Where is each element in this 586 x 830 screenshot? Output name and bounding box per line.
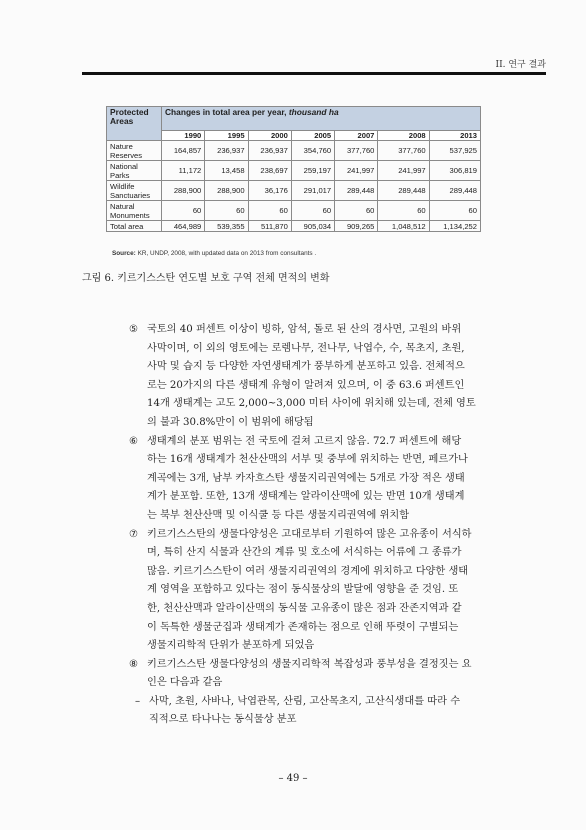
year-header: 2005 [291, 131, 334, 141]
numbered-paragraph [129, 433, 509, 526]
row-label-line: National [110, 161, 138, 171]
figure-caption: 그림 6. 키르기스스탄 연도별 보호 구역 전체 면적의 변화 [82, 273, 330, 284]
table-cell: 511,870 [248, 221, 291, 232]
table-cell: 289,448 [335, 181, 378, 201]
paragraph-line: 사막 및 습지 등 다양한 자연생태계가 풍부하게 분포하고 있음. 전체적으 [147, 361, 465, 373]
row-label-line: Sanctuaries [110, 190, 151, 200]
paragraph-marker: ⑥ [129, 435, 139, 447]
year-header: 1995 [205, 131, 248, 141]
paragraph-line: 인은 다음과 같음 [147, 677, 223, 689]
paragraph-text [147, 526, 509, 656]
paragraph-line: 국토의 40 퍼센트 이상이 빙하, 암석, 돌로 된 산의 경사면, 고원의 바위 [147, 324, 462, 335]
sub-item-line: 직적으로 타나나는 동식물상 분포 [149, 714, 297, 726]
table-cell: 60 [291, 201, 334, 221]
paragraph-line: 키르기스스탄의 생물다양성은 고대로부터 기원하여 많은 고유종이 서식하 [147, 528, 472, 540]
table-cell: 241,997 [335, 161, 378, 181]
row-label-line: Wildlife [110, 181, 135, 191]
paragraph-marker: ⑤ [129, 324, 139, 335]
year-header: 1990 [162, 131, 205, 141]
table-row [107, 221, 481, 232]
table-cell: 11,172 [162, 161, 205, 181]
year-header: 2000 [248, 131, 291, 141]
sub-item-dash: – [135, 695, 141, 707]
source-text: KR, UNDP, 2008, with updated data on 2013 from consultants . [137, 250, 317, 257]
paragraph-line: 키르기스스탄 생물다양성의 생물지리학적 복잡성과 풍부성을 결정짓는 요 [147, 658, 472, 670]
paragraph-line: 이 독특한 생물군집과 생태계가 존재하는 점으로 인해 뚜렷이 구별되는 [147, 621, 459, 633]
paragraph-line: 계곡에는 3개, 남부 카자흐스탄 생물지리권역에는 5개로 가장 적은 생태 [147, 472, 465, 484]
row-label [107, 141, 162, 161]
table-cell: 539,355 [205, 221, 248, 232]
table-corner-header: Protected Areas [107, 107, 162, 141]
paragraph-line: 사막이며, 이 외의 영토에는 로렘나무, 전나무, 낙엽수, 수, 목초지, 초원, [147, 342, 465, 354]
table-cell: 306,819 [429, 161, 480, 181]
table-cell: 354,760 [291, 141, 334, 161]
row-label-line: Nature [110, 141, 133, 151]
paragraph-text [147, 321, 509, 433]
table-title-unit: thousand ha [288, 107, 339, 117]
row-label [107, 221, 162, 232]
paragraph-line: 생물지리학적 단위가 분포하게 되었음 [147, 640, 315, 652]
table-cell: 289,448 [378, 181, 429, 201]
table-cell: 60 [248, 201, 291, 221]
table-title-prefix: Changes in total area per year, [165, 107, 287, 117]
table-cell: 1,048,512 [378, 221, 429, 232]
body-content [129, 321, 509, 730]
protected-areas-table [106, 106, 481, 232]
source-label: Source: [112, 250, 136, 257]
year-header: 2013 [429, 131, 480, 141]
paragraph-line: 계 영역을 포함하고 있다는 점이 동식물상의 발달에 영향을 준 것임. 또 [147, 584, 459, 596]
table-cell: 236,937 [248, 141, 291, 161]
row-label [107, 201, 162, 221]
sub-item-line: 사막, 초원, 사바나, 낙엽관목, 산림, 고산목초지, 고산식생대를 따라 수 [149, 695, 461, 707]
paragraph-line: 는 북부 천산산맥 및 이식쿨 등 다른 생물지리권역에 위치함 [147, 509, 410, 521]
table-row [107, 201, 481, 221]
table-cell: 60 [378, 201, 429, 221]
table-source [112, 250, 316, 257]
paragraph-line: 의 불과 30.8%만이 이 범위에 해당됨 [147, 416, 314, 428]
running-header: II. 연구 결과 [495, 60, 546, 70]
sub-item [129, 693, 509, 730]
table-cell: 60 [162, 201, 205, 221]
table-cell: 537,925 [429, 141, 480, 161]
table-cell: 259,197 [291, 161, 334, 181]
paragraph-text [147, 656, 509, 693]
paragraph-text [147, 433, 509, 526]
table-cell: 289,448 [429, 181, 480, 201]
table-cell: 60 [335, 201, 378, 221]
row-label-line: Parks [110, 170, 130, 180]
year-header: 2007 [335, 131, 378, 141]
paragraph-line: 14개 생태계는 고도 2,000~3,000 미터 사이에 위치해 있는데, 전체 영토 [147, 398, 476, 410]
paragraph-line: 하는 16개 생태계가 천산산맥의 서부 및 중부에 위치하는 반면, 페르가나 [147, 454, 468, 466]
table-cell: 909,265 [335, 221, 378, 232]
paragraph-marker: ⑦ [129, 528, 139, 540]
table-cell: 36,176 [248, 181, 291, 201]
sub-item-text [149, 693, 509, 730]
table-cell: 164,857 [162, 141, 205, 161]
table-cell: 377,760 [378, 141, 429, 161]
table-cell: 288,900 [205, 181, 248, 201]
numbered-paragraph [129, 656, 509, 693]
row-label [107, 161, 162, 181]
table-cell: 60 [429, 201, 480, 221]
table-title-header [162, 107, 481, 131]
table-cell: 288,900 [162, 181, 205, 201]
paragraph-line: 며, 특히 산지 식물과 산간의 계류 및 호소에 서식하는 어류에 그 종류가 [147, 547, 462, 559]
header-rule [82, 72, 546, 75]
table-cell: 238,697 [248, 161, 291, 181]
paragraph-line: 생태계의 분포 범위는 전 국토에 걸쳐 고르지 않음. 72.7 퍼센트에 해당 [147, 435, 462, 447]
table-row [107, 141, 481, 161]
row-label-line: Monuments [110, 210, 150, 220]
table-row [107, 181, 481, 201]
paragraph-line: 많음. 키르기스스탄이 여러 생물지리권역의 경계에 위치하고 다양한 생태 [147, 565, 469, 577]
table-cell: 1,134,252 [429, 221, 480, 232]
paragraph-marker: ⑧ [129, 658, 139, 670]
numbered-paragraph [129, 321, 509, 433]
table-cell: 236,937 [205, 141, 248, 161]
table-cell: 241,997 [378, 161, 429, 181]
paragraph-line: 로는 20가지의 다른 생태계 유형이 알려져 있으며, 이 중 63.6 퍼센트인 [147, 379, 465, 391]
year-header: 2008 [378, 131, 429, 141]
table-body [107, 141, 481, 232]
paragraph-line: 계가 분포함. 또한, 13개 생태계는 알라이산맥에 있는 반면 10개 생태계 [147, 491, 465, 503]
table-row [107, 161, 481, 181]
table-cell: 13,458 [205, 161, 248, 181]
year-header-row [107, 131, 481, 141]
page-number: – 49 – [278, 773, 308, 784]
table-cell: 905,034 [291, 221, 334, 232]
row-label-line: Total area [110, 221, 144, 231]
paragraph-line: 한, 천산산맥과 알라이산맥의 동식물 고유종이 많은 점과 잔존지역과 같 [147, 602, 462, 614]
row-label [107, 181, 162, 201]
table-cell: 291,017 [291, 181, 334, 201]
table-cell: 464,989 [162, 221, 205, 232]
table-cell: 377,760 [335, 141, 378, 161]
row-label-line: Reserves [110, 150, 143, 160]
table-cell: 60 [205, 201, 248, 221]
row-label-line: Natural [110, 201, 135, 211]
numbered-paragraph [129, 526, 509, 656]
